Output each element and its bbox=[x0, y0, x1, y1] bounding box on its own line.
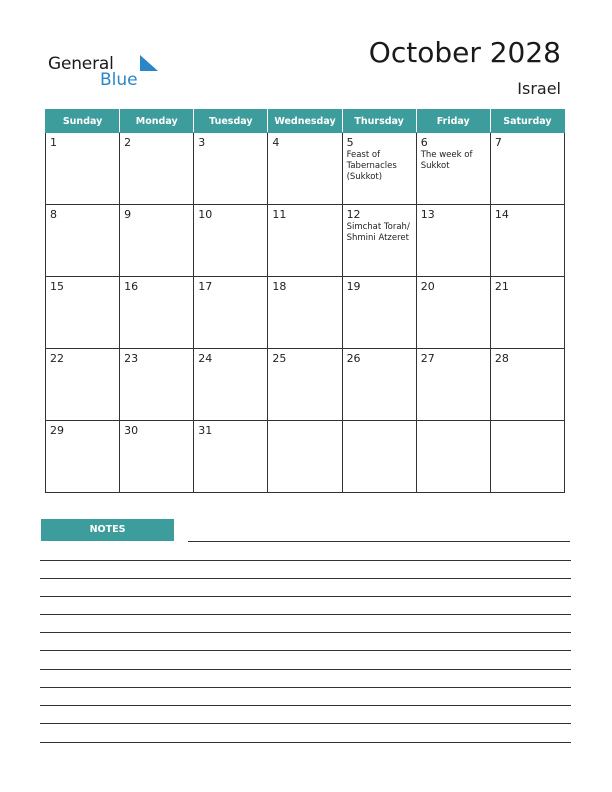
calendar-day-cell bbox=[120, 277, 194, 349]
day-number: 10 bbox=[198, 208, 213, 221]
note-line bbox=[40, 687, 571, 688]
calendar-week-row bbox=[46, 349, 565, 421]
calendar-day-cell bbox=[268, 133, 342, 205]
note-line bbox=[40, 742, 571, 743]
calendar-day-cell bbox=[342, 349, 416, 421]
calendar-day-cell bbox=[46, 349, 120, 421]
weekday-header-row bbox=[46, 110, 565, 133]
weekday-header: Wednesday bbox=[268, 110, 342, 133]
calendar-day-cell bbox=[416, 349, 490, 421]
day-number: 23 bbox=[124, 352, 139, 365]
weekday-header: Sunday bbox=[46, 110, 120, 133]
holiday-event: The week of Sukkot bbox=[420, 150, 473, 171]
calendar-week-row bbox=[46, 277, 565, 349]
day-number: 11 bbox=[272, 208, 287, 221]
weekday-header: Friday bbox=[416, 110, 490, 133]
holiday-event: Feast of Tabernacles (Sukkot) bbox=[346, 150, 397, 182]
calendar-day-cell bbox=[268, 277, 342, 349]
day-number: 3 bbox=[198, 136, 206, 149]
day-number: 31 bbox=[198, 424, 213, 437]
note-line bbox=[40, 705, 571, 706]
page-title: October 2028 bbox=[368, 36, 561, 69]
day-number: 27 bbox=[420, 352, 435, 365]
logo-text-general: General bbox=[48, 54, 114, 74]
day-number: 19 bbox=[346, 280, 361, 293]
day-number: 14 bbox=[494, 208, 509, 221]
calendar-day-cell bbox=[46, 277, 120, 349]
day-number: 8 bbox=[50, 208, 57, 221]
calendar-day-cell bbox=[194, 277, 268, 349]
calendar-day-cell bbox=[342, 421, 416, 493]
calendar-day-cell bbox=[416, 133, 490, 205]
day-number: 24 bbox=[198, 352, 213, 365]
day-number: 26 bbox=[346, 352, 361, 365]
calendar-day-cell bbox=[342, 205, 416, 277]
calendar-day-cell bbox=[342, 133, 416, 205]
calendar-day-cell bbox=[46, 133, 120, 205]
calendar-day-cell bbox=[268, 349, 342, 421]
calendar-day-cell bbox=[120, 205, 194, 277]
calendar-day-cell bbox=[416, 205, 490, 277]
note-line bbox=[40, 614, 571, 615]
logo-triangle-icon bbox=[140, 55, 158, 71]
calendar-day-cell bbox=[268, 205, 342, 277]
day-number: 7 bbox=[494, 136, 502, 149]
country-label: Israel bbox=[517, 79, 561, 98]
logo-text-blue: Blue bbox=[100, 70, 138, 90]
calendar-day-cell bbox=[416, 421, 490, 493]
day-number: 2 bbox=[124, 136, 132, 149]
note-line bbox=[40, 723, 571, 724]
calendar-day-cell bbox=[46, 421, 120, 493]
calendar-week-row bbox=[46, 133, 565, 205]
calendar-week-row bbox=[46, 421, 565, 493]
calendar-day-cell bbox=[194, 205, 268, 277]
day-number: 12 bbox=[346, 208, 361, 221]
note-line bbox=[40, 560, 571, 561]
notes-header: NOTES bbox=[41, 519, 174, 541]
day-number: 29 bbox=[50, 424, 64, 437]
note-line bbox=[188, 541, 570, 542]
calendar-day-cell bbox=[490, 205, 564, 277]
calendar-day-cell bbox=[194, 133, 268, 205]
holiday-event: Simchat Torah/ Shmini Atzeret bbox=[346, 222, 410, 243]
calendar-day-cell bbox=[490, 349, 564, 421]
calendar-day-cell bbox=[194, 421, 268, 493]
note-line bbox=[40, 596, 571, 597]
calendar-day-cell bbox=[268, 421, 342, 493]
day-number: 28 bbox=[494, 352, 509, 365]
weekday-header: Monday bbox=[120, 110, 194, 133]
calendar-day-cell bbox=[490, 133, 564, 205]
day-number: 4 bbox=[272, 136, 280, 149]
general-blue-logo bbox=[48, 52, 158, 92]
calendar-day-cell bbox=[194, 349, 268, 421]
calendar-day-cell bbox=[490, 421, 564, 493]
note-line bbox=[40, 669, 571, 670]
note-line bbox=[40, 632, 571, 633]
calendar-grid bbox=[45, 109, 565, 493]
day-number: 16 bbox=[124, 280, 139, 293]
day-number: 30 bbox=[124, 424, 139, 437]
calendar-day-cell bbox=[416, 277, 490, 349]
day-number: 6 bbox=[420, 136, 428, 149]
calendar-day-cell bbox=[120, 421, 194, 493]
day-number: 17 bbox=[198, 280, 213, 293]
day-number: 1 bbox=[50, 136, 57, 149]
day-number: 15 bbox=[50, 280, 64, 293]
day-number: 22 bbox=[50, 352, 64, 365]
weekday-header: Thursday bbox=[342, 110, 416, 133]
calendar-day-cell bbox=[120, 133, 194, 205]
day-number: 9 bbox=[124, 208, 132, 221]
calendar-day-cell bbox=[342, 277, 416, 349]
day-number: 20 bbox=[420, 280, 435, 293]
note-line bbox=[40, 650, 571, 651]
day-number: 25 bbox=[272, 352, 287, 365]
calendar-day-cell bbox=[46, 205, 120, 277]
day-number: 5 bbox=[346, 136, 354, 149]
calendar-week-row bbox=[46, 205, 565, 277]
note-line bbox=[40, 578, 571, 579]
day-number: 18 bbox=[272, 280, 287, 293]
day-number: 21 bbox=[494, 280, 509, 293]
calendar-day-cell bbox=[120, 349, 194, 421]
weekday-header: Saturday bbox=[490, 110, 564, 133]
calendar-day-cell bbox=[490, 277, 564, 349]
weekday-header: Tuesday bbox=[194, 110, 268, 133]
day-number: 13 bbox=[420, 208, 435, 221]
